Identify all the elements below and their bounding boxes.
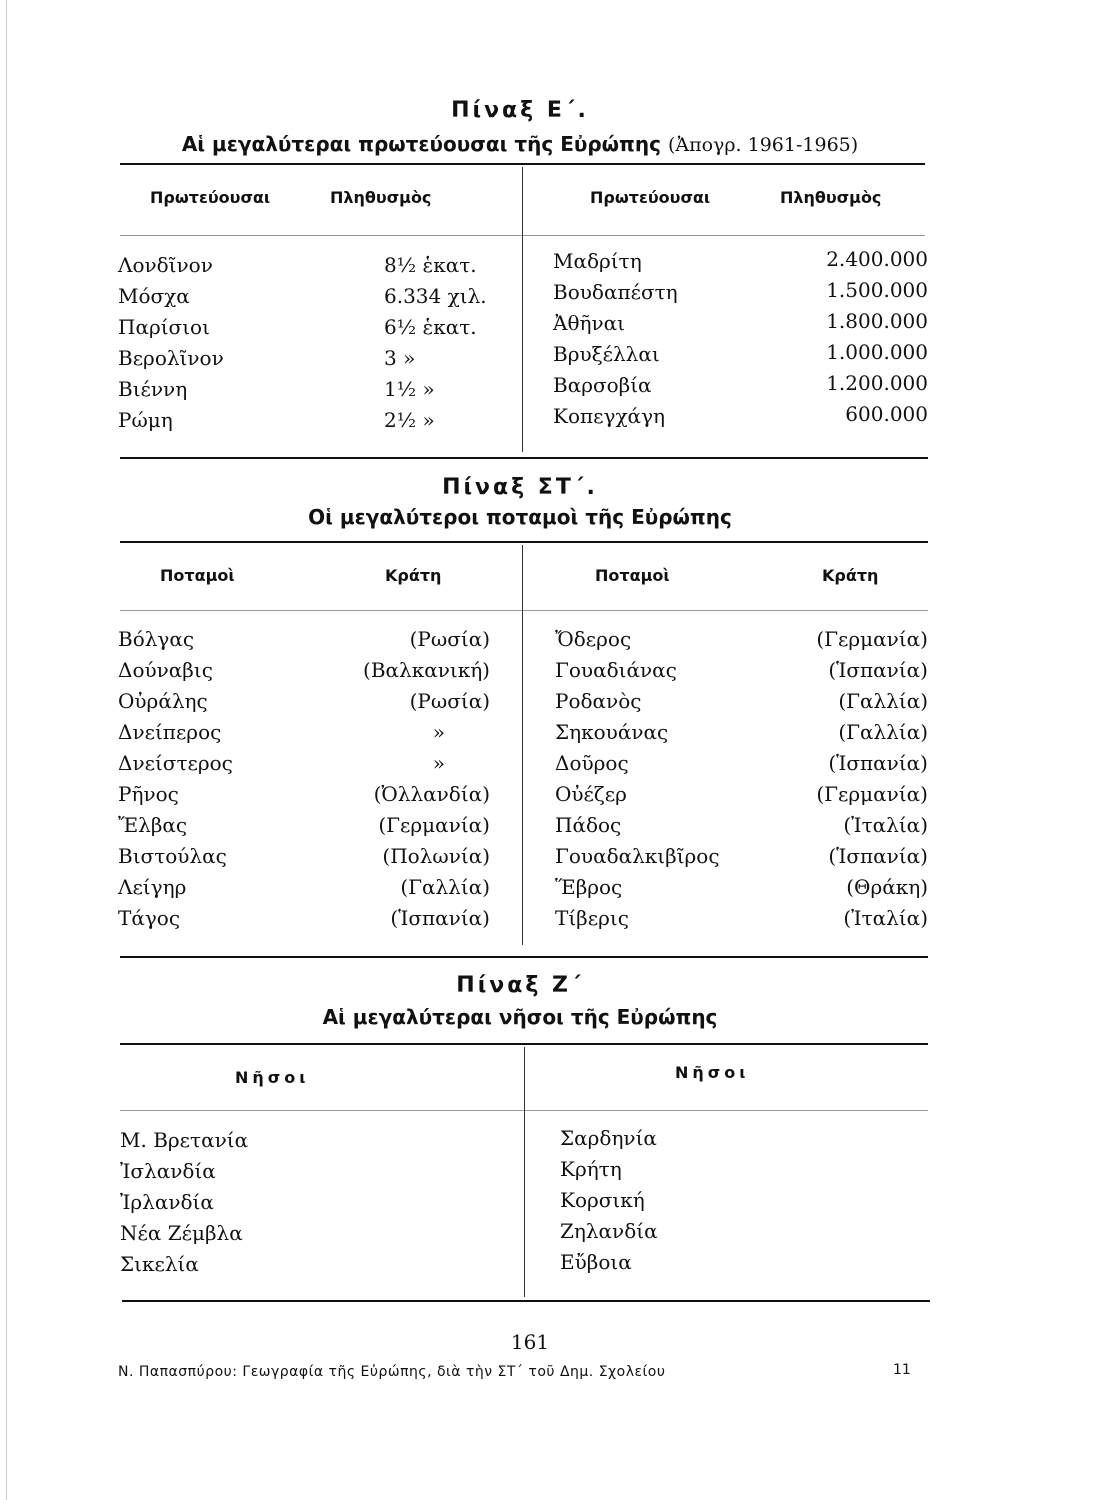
table6-left-name: Δνείπερος — [118, 720, 222, 744]
table6-left-name: Τάγος — [118, 906, 181, 930]
table6-left-name: Λείγηρ — [118, 875, 187, 899]
table5-left-name: Παρίσιοι — [118, 315, 210, 339]
table6-left-value: (Ὀλλανδία) — [373, 782, 490, 806]
table7-left-name: Σικελία — [120, 1252, 199, 1276]
table7-divider — [524, 1047, 525, 1297]
table5-right-name: Βαρσοβία — [553, 373, 652, 397]
table6-right-value: (Ἱσπανία) — [828, 844, 928, 868]
table6-left-value: » — [432, 751, 445, 775]
table6-subtitle: Οἱ μεγαλύτεροι ποταμοὶ τῆς Εὐρώπης — [308, 505, 732, 529]
table5-right-names — [553, 246, 753, 432]
table6-right-values — [760, 624, 928, 934]
table7-header-islands-left: Νῆσοι — [235, 1068, 310, 1087]
table6-left-name: Ρῆνος — [118, 782, 179, 806]
table5-left-name: Βιέννη — [118, 377, 188, 401]
table6-right-names — [555, 624, 785, 934]
table5-right-name: Ἀθῆναι — [553, 311, 625, 335]
table6-header-rivers-left: Ποταμοὶ — [160, 566, 235, 585]
table5-right-value: 600.000 — [845, 402, 928, 426]
table6-header-states-left: Κράτη — [385, 566, 442, 585]
table6-bottom-rule — [120, 956, 928, 958]
table6-header-rule — [120, 610, 928, 611]
table7-left-names — [120, 1125, 420, 1280]
table7-left-name: Νέα Ζέμβλα — [120, 1221, 243, 1245]
table6-left-value: » — [432, 720, 445, 744]
table7-left-name: Ἰσλανδία — [120, 1159, 216, 1183]
table5-left-name: Βερολῖνον — [118, 346, 224, 370]
table6-left-value: (Ρωσία) — [409, 627, 490, 651]
table5-left-value: 6.334 χιλ. — [384, 284, 487, 308]
table5-right-value: 1.000.000 — [826, 340, 928, 364]
table5-right-values — [760, 244, 928, 430]
table5-subtitle-text: Αἱ μεγαλύτεραι πρωτεύουσαι τῆς Εὐρώπης — [181, 132, 661, 156]
table6-left-value: (Βαλκανική) — [363, 658, 490, 682]
table7-left-name: Ἰρλανδία — [120, 1190, 214, 1214]
table6-right-name: Τίβερις — [555, 906, 629, 930]
table5-title: Πίναξ Ε΄. — [451, 98, 589, 123]
table6-right-value: (Γαλλία) — [838, 720, 928, 744]
table6-left-name: Ἔλβας — [118, 813, 188, 837]
signature-number: 11 — [893, 1362, 911, 1378]
table6-right-value: (Γαλλία) — [838, 689, 928, 713]
table6-left-value: (Ἱσπανία) — [390, 906, 490, 930]
table7-left-name: Μ. Βρετανία — [120, 1128, 249, 1152]
table6-right-value: (Γερμανία) — [816, 782, 928, 806]
table5-left-value: 2½ » — [384, 408, 435, 432]
table5-left-value: 3 » — [384, 346, 416, 370]
page-number: 161 — [510, 1330, 550, 1354]
table5-top-rule — [120, 163, 925, 165]
table6-right-name: Ὄδερος — [555, 627, 632, 651]
table6-right-value: (Ἰταλία) — [843, 813, 928, 837]
table5-left-names — [118, 250, 348, 436]
table6-left-values — [330, 624, 490, 934]
table6-title: Πίναξ ΣΤ΄. — [442, 475, 598, 500]
table5-bottom-rule — [120, 457, 928, 459]
table6-left-name: Δούναβις — [118, 658, 213, 682]
table6-top-rule — [120, 541, 928, 543]
table7-top-rule — [120, 1043, 928, 1045]
table6-left-value: (Ρωσία) — [409, 689, 490, 713]
table5-right-name: Μαδρίτη — [553, 249, 642, 273]
table6-right-name: Οὐέζερ — [555, 782, 627, 806]
table5-left-value: 8½ ἑκατ. — [384, 253, 477, 277]
table5-right-value: 1.800.000 — [826, 309, 928, 333]
table6-left-name: Βόλγας — [118, 627, 195, 651]
table6-right-name: Γουαδιάνας — [555, 658, 677, 682]
table5-left-value: 1½ » — [384, 377, 435, 401]
table6-header-states-right: Κράτη — [822, 566, 879, 585]
table7-bottom-rule — [122, 1300, 930, 1302]
table5-header-capitals-left: Πρωτεύουσαι — [150, 188, 271, 207]
table6-right-name: Πάδος — [555, 813, 622, 837]
table6-header-rivers-right: Ποταμοὶ — [595, 566, 670, 585]
table7-right-name: Σαρδηνία — [560, 1126, 657, 1150]
table6-left-name: Δνείστερος — [118, 751, 233, 775]
table6-right-name: Γουαδαλκιβῖρος — [555, 844, 720, 868]
table5-subtitle — [0, 132, 1040, 156]
table5-left-name: Ρώμη — [118, 408, 173, 432]
table5-left-value: 6½ ἑκατ. — [384, 315, 477, 339]
table6-left-value: (Πολωνία) — [382, 844, 490, 868]
table6-right-value: (Θράκη) — [846, 875, 928, 899]
table6-right-name: Ροδανὸς — [555, 689, 642, 713]
table7-right-name: Κορσική — [560, 1188, 645, 1212]
table6-left-name: Οὐράλης — [118, 689, 208, 713]
table5-left-values — [384, 250, 514, 436]
table5-right-name: Βρυξέλλαι — [553, 342, 660, 366]
table6-left-value: (Γερμανία) — [378, 813, 490, 837]
table6-right-value: (Ἰταλία) — [843, 906, 928, 930]
table7-header-islands-right: Νῆσοι — [675, 1063, 750, 1082]
table6-right-name: Ἕβρος — [555, 875, 623, 899]
table6-divider — [522, 545, 523, 945]
table6-left-names — [118, 624, 348, 934]
table7-subtitle: Αἱ μεγαλύτεραι νῆσοι τῆς Εὐρώπης — [322, 1005, 718, 1029]
table6-right-name: Δοῦρος — [555, 751, 629, 775]
table6-right-value: (Γερμανία) — [816, 627, 928, 651]
table6-right-value: (Ἱσπανία) — [828, 658, 928, 682]
table5-right-name: Κοπεγχάγη — [553, 404, 666, 428]
book-footer: Ν. Παπασπύρου: Γεωγραφία τῆς Εὐρώπης, διὰ τὴν ΣΤ΄ τοῦ Δημ. Σχολείου — [118, 1364, 666, 1380]
table7-right-name: Κρήτη — [560, 1157, 622, 1181]
table6-left-value: (Γαλλία) — [400, 875, 490, 899]
table7-right-name: Ζηλανδία — [560, 1219, 658, 1243]
table7-right-names — [560, 1123, 860, 1278]
table5-left-name: Λονδῖνον — [118, 253, 213, 277]
table6-left-name: Βιστούλας — [118, 844, 227, 868]
page-edge — [6, 0, 7, 1500]
table5-left-name: Μόσχα — [118, 284, 190, 308]
table5-header-population-left: Πληθυσμὸς — [330, 188, 432, 207]
table5-subtitle-note: (Ἀπογρ. 1961-1965) — [667, 134, 859, 156]
table7-right-name: Εὔβοια — [560, 1250, 632, 1274]
table5-right-value: 2.400.000 — [826, 247, 928, 271]
table5-header-capitals-right: Πρωτεύουσαι — [590, 188, 711, 207]
table6-right-value: (Ἱσπανία) — [828, 751, 928, 775]
table5-divider — [522, 167, 523, 452]
table5-header-population-right: Πληθυσμὸς — [780, 188, 882, 207]
table5-right-name: Βουδαπέστη — [553, 280, 678, 304]
table6-right-name: Σηκουάνας — [555, 720, 669, 744]
table7-title: Πίναξ Ζ΄ — [456, 973, 584, 998]
table5-right-value: 1.200.000 — [826, 371, 928, 395]
table5-right-value: 1.500.000 — [826, 278, 928, 302]
